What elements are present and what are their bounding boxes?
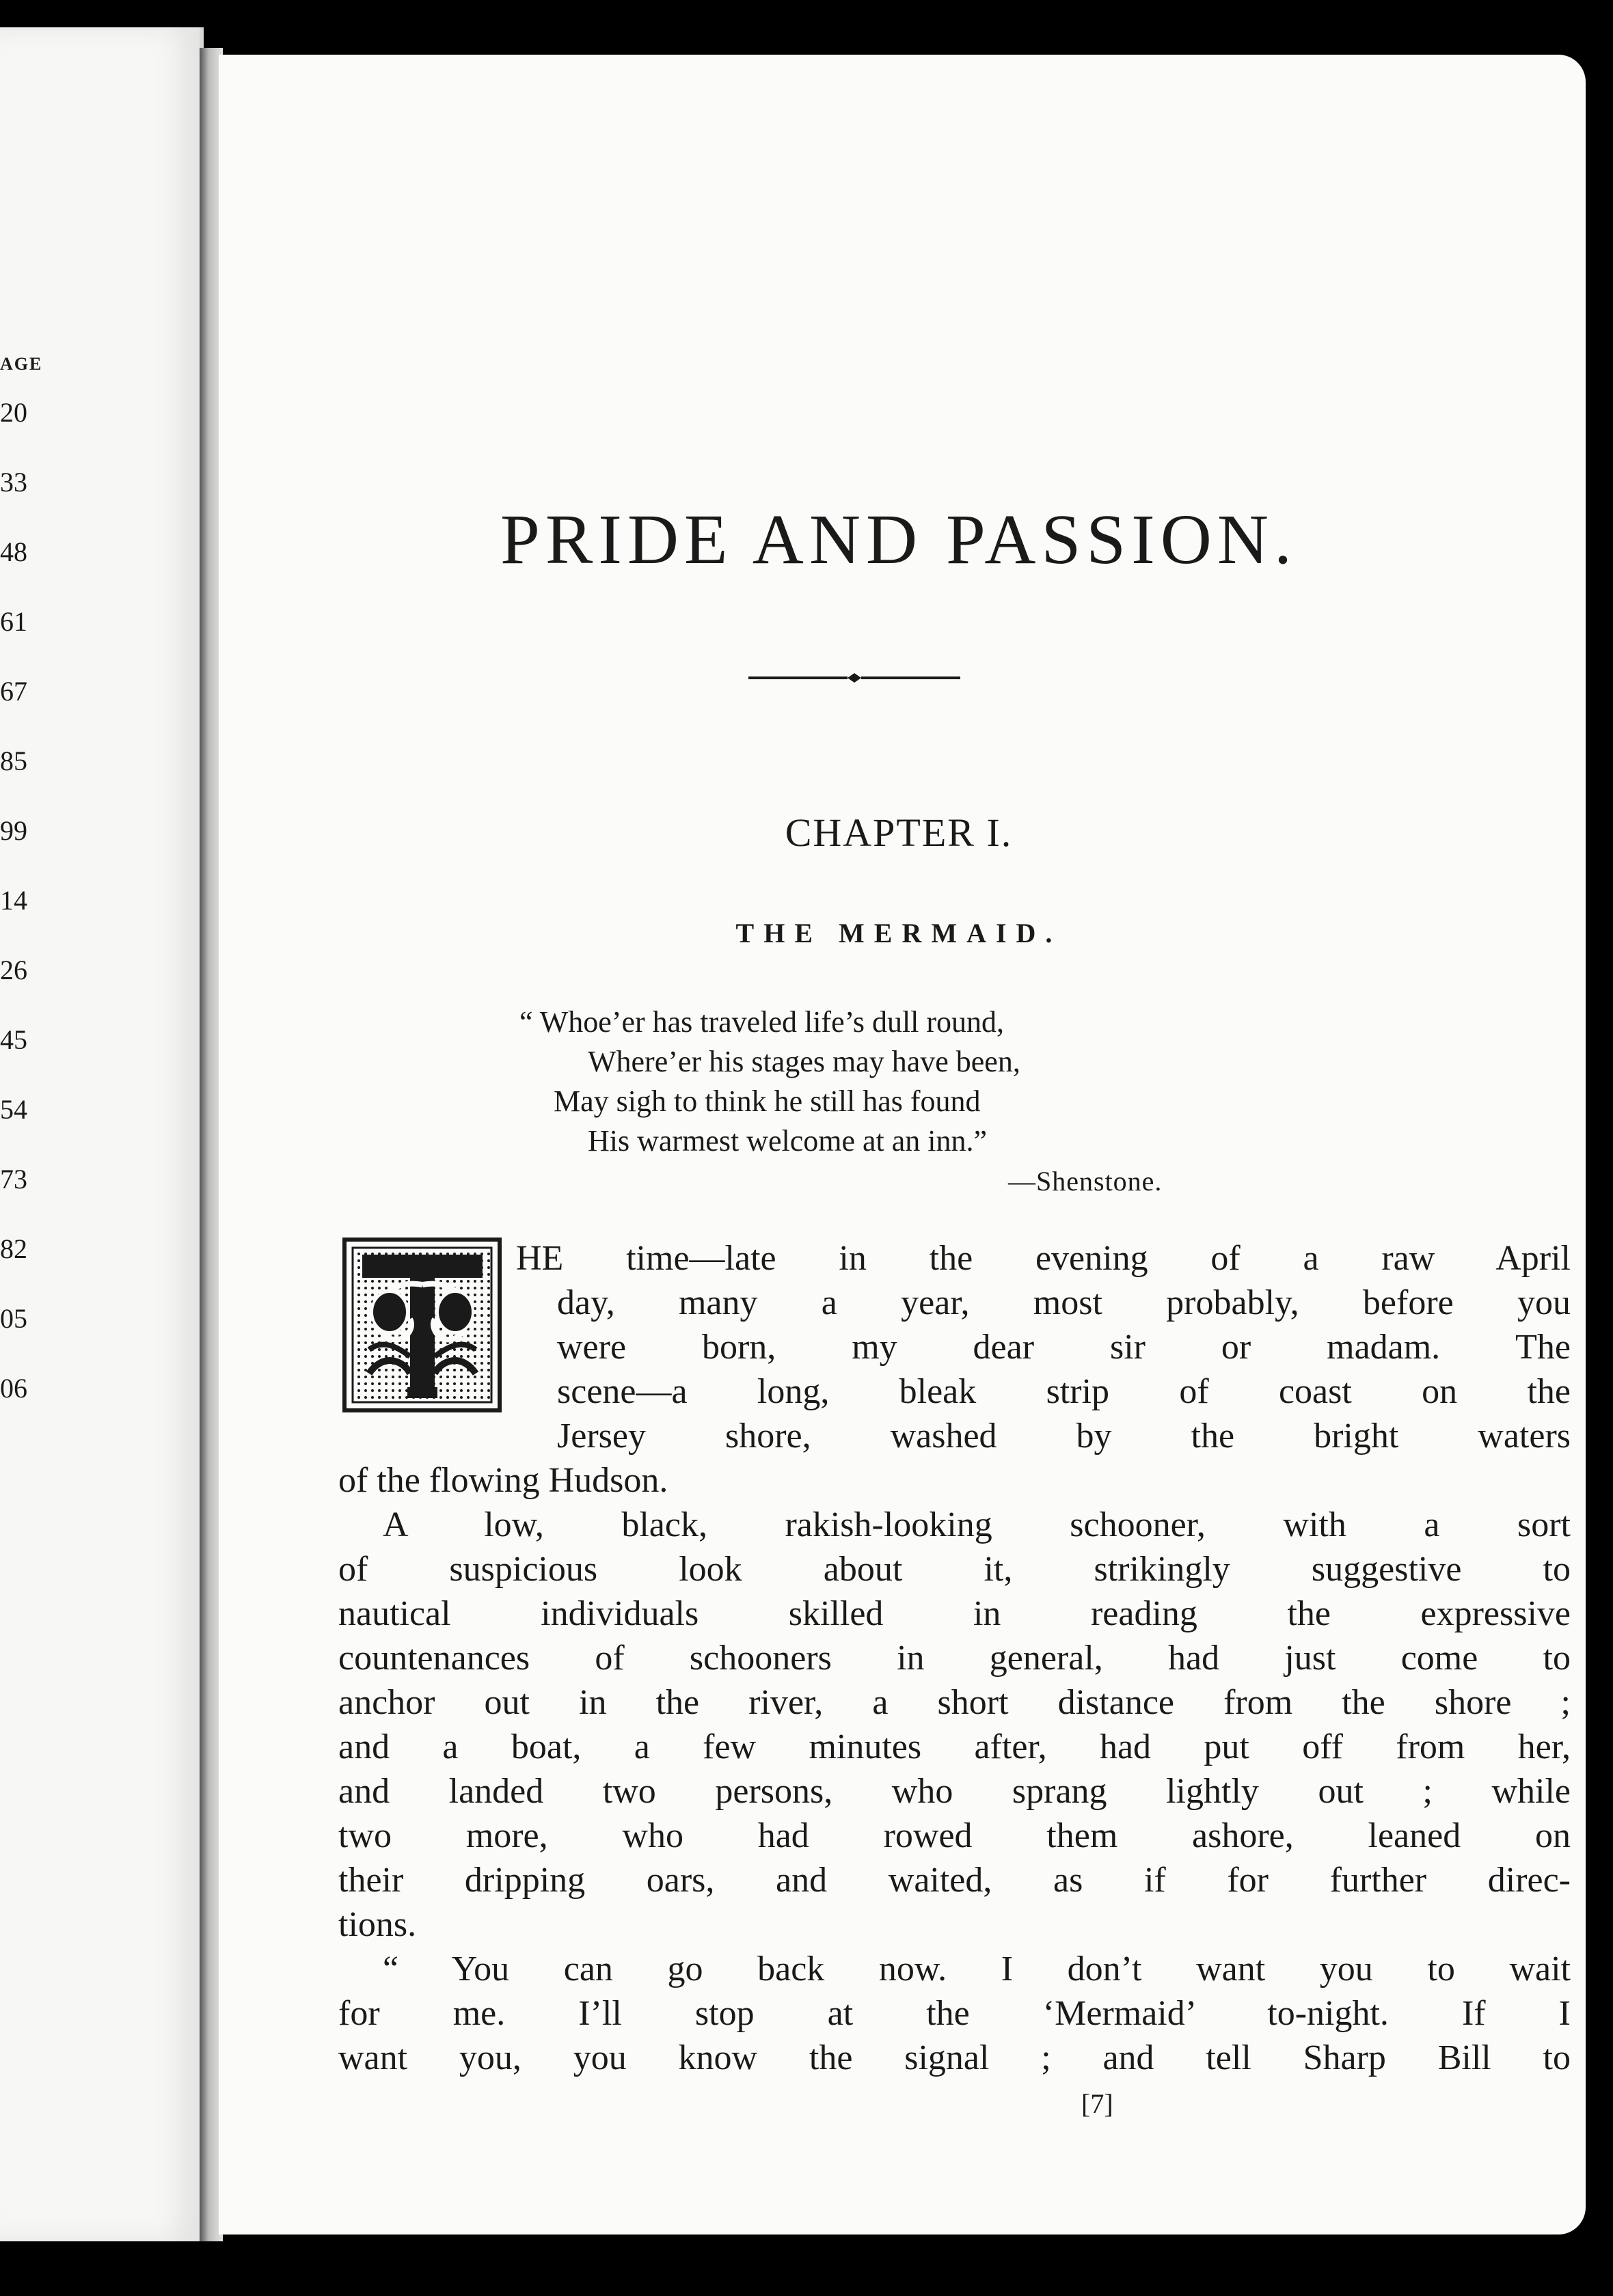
body-text-line: nautical individuals skilled in reading the expressive — [338, 1594, 1571, 1633]
body-text-line: want you, you know the signal ; and tell Sharp Bill to — [338, 2038, 1571, 2077]
body-text-line: “ You can go back now. I don’t want you to wait — [383, 1950, 1571, 1988]
body-text-line: their dripping oars, and waited, as if for further direc- — [338, 1861, 1571, 1900]
epigraph-line: “ Whoe’er has traveled life’s dull round, — [519, 1005, 1005, 1039]
body-text-line: for me. I’ll stop at the ‘Mermaid’ to-night. If I — [338, 1994, 1571, 2033]
epigraph-line: Where’er his stages may have been, — [588, 1045, 1020, 1078]
epigraph-attribution: —Shenstone. — [1008, 1166, 1163, 1197]
page-column-header: AGE — [0, 354, 43, 374]
page-number: 26 — [0, 955, 27, 985]
page-number: 61 — [0, 606, 27, 637]
body-text-line: tions. — [338, 1905, 417, 1944]
body-text-line: anchor out in the river, a short distance from the shore ; — [338, 1683, 1571, 1722]
body-text-line: two more, who had rowed them ashore, leaned on — [338, 1816, 1571, 1855]
page-number: 14 — [0, 885, 27, 916]
body-text-line: day, many a year, most probably, before you — [557, 1283, 1571, 1322]
page-number: 99 — [0, 815, 27, 846]
rule-with-diamond-icon — [745, 668, 964, 688]
body-text-line: countenances of schooners in general, had just come to — [338, 1639, 1571, 1678]
chapter-subtitle: THE MERMAID. — [735, 918, 1062, 948]
page-number: 06 — [0, 1373, 27, 1404]
page-number: 67 — [0, 676, 27, 707]
body-text-line: and landed two persons, who sprang lightly out ; while — [338, 1772, 1571, 1811]
page-number: 45 — [0, 1024, 27, 1055]
page-number: 33 — [0, 467, 27, 497]
previous-page — [0, 27, 204, 2241]
page-number: 82 — [0, 1233, 27, 1264]
body-text-line: and a boat, a few minutes after, had put off from her, — [338, 1727, 1571, 1766]
epigraph-line: His warmest welcome at an inn.” — [588, 1124, 988, 1158]
page-number: 05 — [0, 1303, 27, 1334]
ornamental-initial-icon — [342, 1237, 502, 1413]
book-title: PRIDE AND PASSION. — [500, 500, 1297, 579]
page-folio: [7] — [1081, 2088, 1113, 2119]
page-number: 85 — [0, 746, 27, 776]
page-number: 48 — [0, 536, 27, 567]
body-text-line: A low, black, rakish-looking schooner, with a sort — [383, 1505, 1571, 1544]
body-text-line: Jersey shore, washed by the bright waters — [557, 1417, 1571, 1456]
body-text-line: of suspicious look about it, strikingly suggestive to — [338, 1550, 1571, 1589]
page-number: 20 — [0, 397, 27, 428]
epigraph-line: May sigh to think he still has found — [554, 1084, 981, 1118]
chapter-heading: CHAPTER I. — [785, 810, 1013, 855]
body-text-line: of the flowing Hudson. — [338, 1461, 668, 1500]
body-text-line: were born, my dear sir or madam. The — [557, 1328, 1571, 1367]
body-text-line: HE time—late in the evening of a raw April — [516, 1239, 1571, 1278]
book-page — [219, 55, 1586, 2234]
page-number: 73 — [0, 1164, 27, 1194]
body-text-line: scene—a long, bleak strip of coast on the — [557, 1372, 1571, 1411]
page-number: 54 — [0, 1094, 27, 1125]
